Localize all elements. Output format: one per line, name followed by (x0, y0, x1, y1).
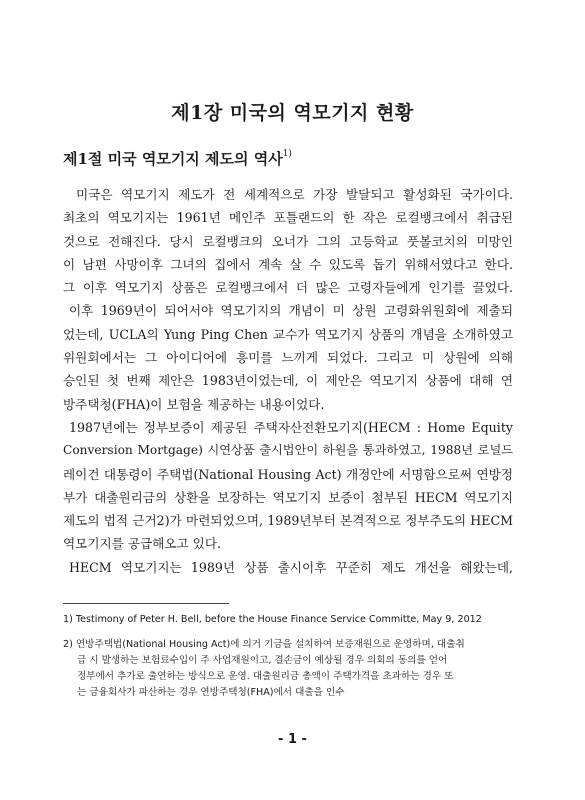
text-line: 1987년에는 정부보증이 제공된 주택자산전환모기지(HECM : Home Equity (69, 419, 513, 435)
text-line: 그 이후 역모기지 상품은 로컬뱅크에서 더 많은 고령자들에게 인기를 끌었다. (63, 280, 513, 296)
text-line: 레이건 대통령이 주택법(National Housing Act) 개정안에 서명함으로써 연방정 (63, 466, 513, 482)
paragraph (63, 299, 513, 415)
text-line: 이 남편 사망이후 그녀의 집에서 계속 살 수 있도록 돕기 위해서였다고 한다. (63, 256, 513, 272)
text-line: 제도의 법적 근거2)가 마련되었으며, 1989년부터 본격적으로 정부주도의 HECM (63, 513, 513, 529)
text-line: 었는데, UCLA의 Yung Ping Chen 교수가 역모기지 상품의 개념을 소개하였고 (63, 326, 513, 342)
footnote-line: 급 시 발생하는 보험료수입이 주 사업재원이고, 결손금이 예상될 경우 의회의 동의를 얻어 (77, 655, 448, 666)
footnote-reference[interactable]: 1) (282, 149, 292, 159)
footnote-line: 1) Testimony of Peter H. Bell, before the House Finance Service Committe, May 9, 2012 (63, 614, 482, 625)
text-line: 이후 1969년이 되어서야 역모기지의 개념이 미 상원 고령화위원회에 제출되 (69, 303, 513, 319)
text-line: 위원회에서는 그 아이디어에 흥미를 느끼게 되었다. 그리고 미 상원에 의해 (63, 350, 513, 366)
text-line: 역모기지를 공급해오고 있다. (63, 536, 221, 552)
text-line: 방주택청(FHA)이 보험을 제공하는 내용이었다. (63, 396, 325, 412)
section-title-text: 제1절 미국 역모기지 제도의 역사 (63, 150, 283, 168)
chapter-title: 제1장 미국의 역모기지 현황 (171, 102, 414, 124)
footnote-line: 2) 연방주택법(National Housing Act)에 의거 기금을 설치하여 보증재원으로 운영하며, 대출취 (63, 639, 465, 650)
text-line: Conversion Mortgage) 시연상품 출시법안이 하원을 통과하였고, 1988년 로널드 (63, 443, 513, 458)
body-text (63, 183, 513, 579)
text-line: 것으로 전해진다. 당시 로컬뱅크의 오너가 그의 고등학교 풋볼코치의 미망인 (63, 233, 513, 249)
footnote-line: 정부에서 추가로 출연하는 방식으로 운영. 대출원리금 총액이 주택가격을 초과하는 경우 또 (77, 671, 454, 682)
footnote-1 (63, 612, 513, 628)
page-number: - 1 - (278, 732, 307, 747)
footnote-divider (63, 603, 229, 604)
footnote-line: 는 금융회사가 파산하는 경우 연방주택청(FHA)에서 대출을 인수 (77, 687, 345, 698)
text-line: 최초의 역모기지는 1961년 메인주 포틀랜드의 한 작은 로컬뱅크에서 취급된 (63, 210, 513, 226)
paragraph (63, 183, 513, 299)
text-line: 미국은 역모기지 제도가 전 세계적으로 가장 발달되고 활성화된 국가이다. (76, 187, 513, 202)
text-line: 부가 대출원리금의 상환을 보장하는 역모기지 보증이 첨부된 HECM 역모기지 (63, 489, 513, 505)
text-line: 승인된 첫 번째 제안은 1983년이었는데, 이 제안은 역모기지 상품에 대해 연 (63, 373, 513, 389)
footnote-2 (63, 637, 513, 701)
paragraph (63, 556, 513, 579)
text-line: HECM 역모기지는 1989년 상품 출시이후 꾸준히 제도 개선을 해왔는데, (69, 559, 513, 575)
section-title (63, 148, 292, 169)
paragraph (63, 416, 513, 556)
footnotes (63, 612, 513, 710)
